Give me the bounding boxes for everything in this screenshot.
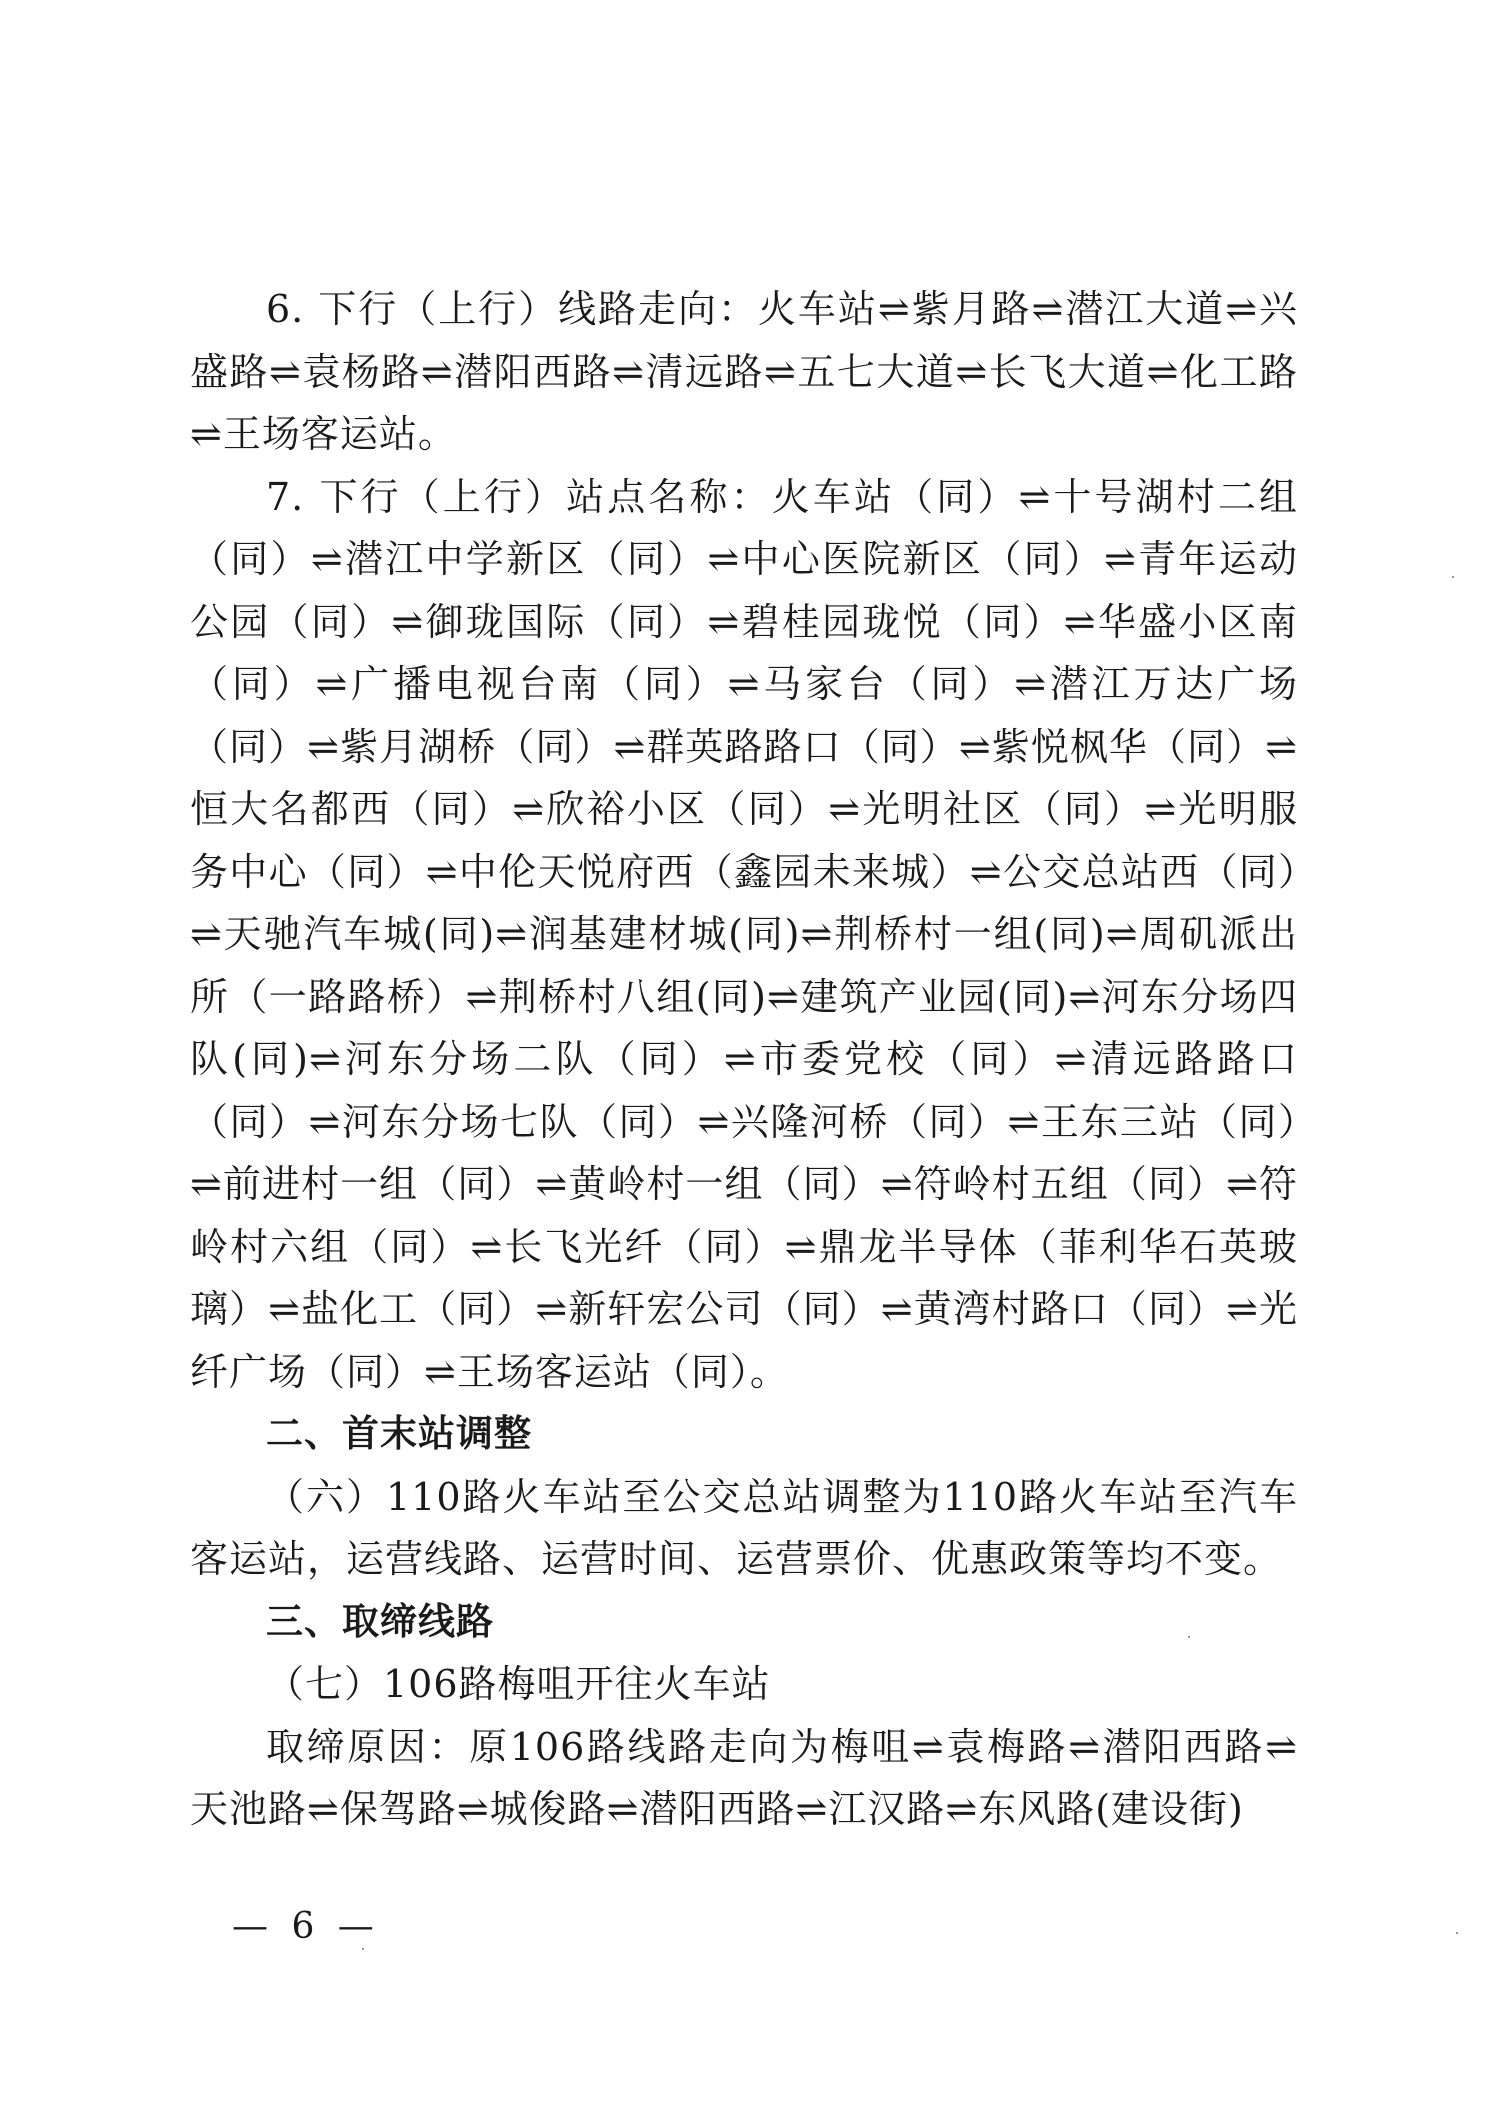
scan-speck bbox=[1456, 1932, 1458, 1934]
route-direction-paragraph: 6. 下行（上行）线路走向：火车站⇌紫月路⇌潜江大道⇌兴盛路⇌袁杨路⇌潜阳西路⇌清远路⇌五七大道⇌长飞大道⇌化工路⇌王场客运站。 bbox=[190, 287, 1298, 456]
page-number: — 6 — bbox=[232, 1906, 380, 1947]
document-body bbox=[190, 278, 1298, 1841]
scan-speck bbox=[1452, 576, 1454, 578]
section-heading-terminal-adjustment: 二、首末站调整 bbox=[266, 1412, 532, 1455]
section-heading-cancelled-routes: 三、取缔线路 bbox=[266, 1599, 494, 1643]
cancellation-reason-paragraph: 取缔原因：原106路线路走向为梅咀⇌袁梅路⇌潜阳西路⇌天池路⇌保驾路⇌城俊路⇌潜阳西路⇌江汉路⇌东风路(建设街) bbox=[190, 1724, 1298, 1831]
station-names-paragraph: 7. 下行（上行）站点名称：火车站（同）⇌十号湖村二组（同）⇌潜江中学新区（同）⇌中心医院新区（同）⇌青年运动公园（同）⇌御珑国际（同）⇌碧桂园珑悦（同）⇌华盛小区南（同）⇌广播电视台南（同）⇌马家台（同）⇌潜江万达广场（同）⇌紫月湖桥（同）⇌群英路路口（同）⇌紫悦枫华（同）⇌恒大名都西（同）⇌欣裕小区（同）⇌光明社区（同）⇌光明服务中心（同）⇌中伦天悦府西（鑫园未来城）⇌公交总站西（同）⇌天驰汽车城(同)⇌润基建材城(同)⇌荆桥村一组(同)⇌周矶派出所（一路路桥）⇌荆桥村八组(同)⇌建筑产业园(同)⇌河东分场四队(同)⇌河东分场二队（同）⇌市委党校（同）⇌清远路路口（同）⇌河东分场七队（同）⇌兴隆河桥（同）⇌王东三站（同）⇌前进村一组（同）⇌黄岭村一组（同）⇌符岭村五组（同）⇌符岭村六组（同）⇌长飞光纤（同）⇌鼎龙半导体（菲利华石英玻璃）⇌盐化工（同）⇌新轩宏公司（同）⇌黄湾村路口（同）⇌光纤广场（同）⇌王场客运站（同）。 bbox=[190, 474, 1298, 1394]
scan-speck bbox=[1188, 1636, 1190, 1638]
scan-speck bbox=[362, 1948, 364, 1950]
route-110-adjustment-paragraph: （六）110路火车站至公交总站调整为110路火车站至汽车客运站，运营线路、运营时间、运营票价、优惠政策等均不变。 bbox=[190, 1474, 1298, 1581]
route-106-title: （七）106路梅咀开往火车站 bbox=[266, 1662, 771, 1706]
